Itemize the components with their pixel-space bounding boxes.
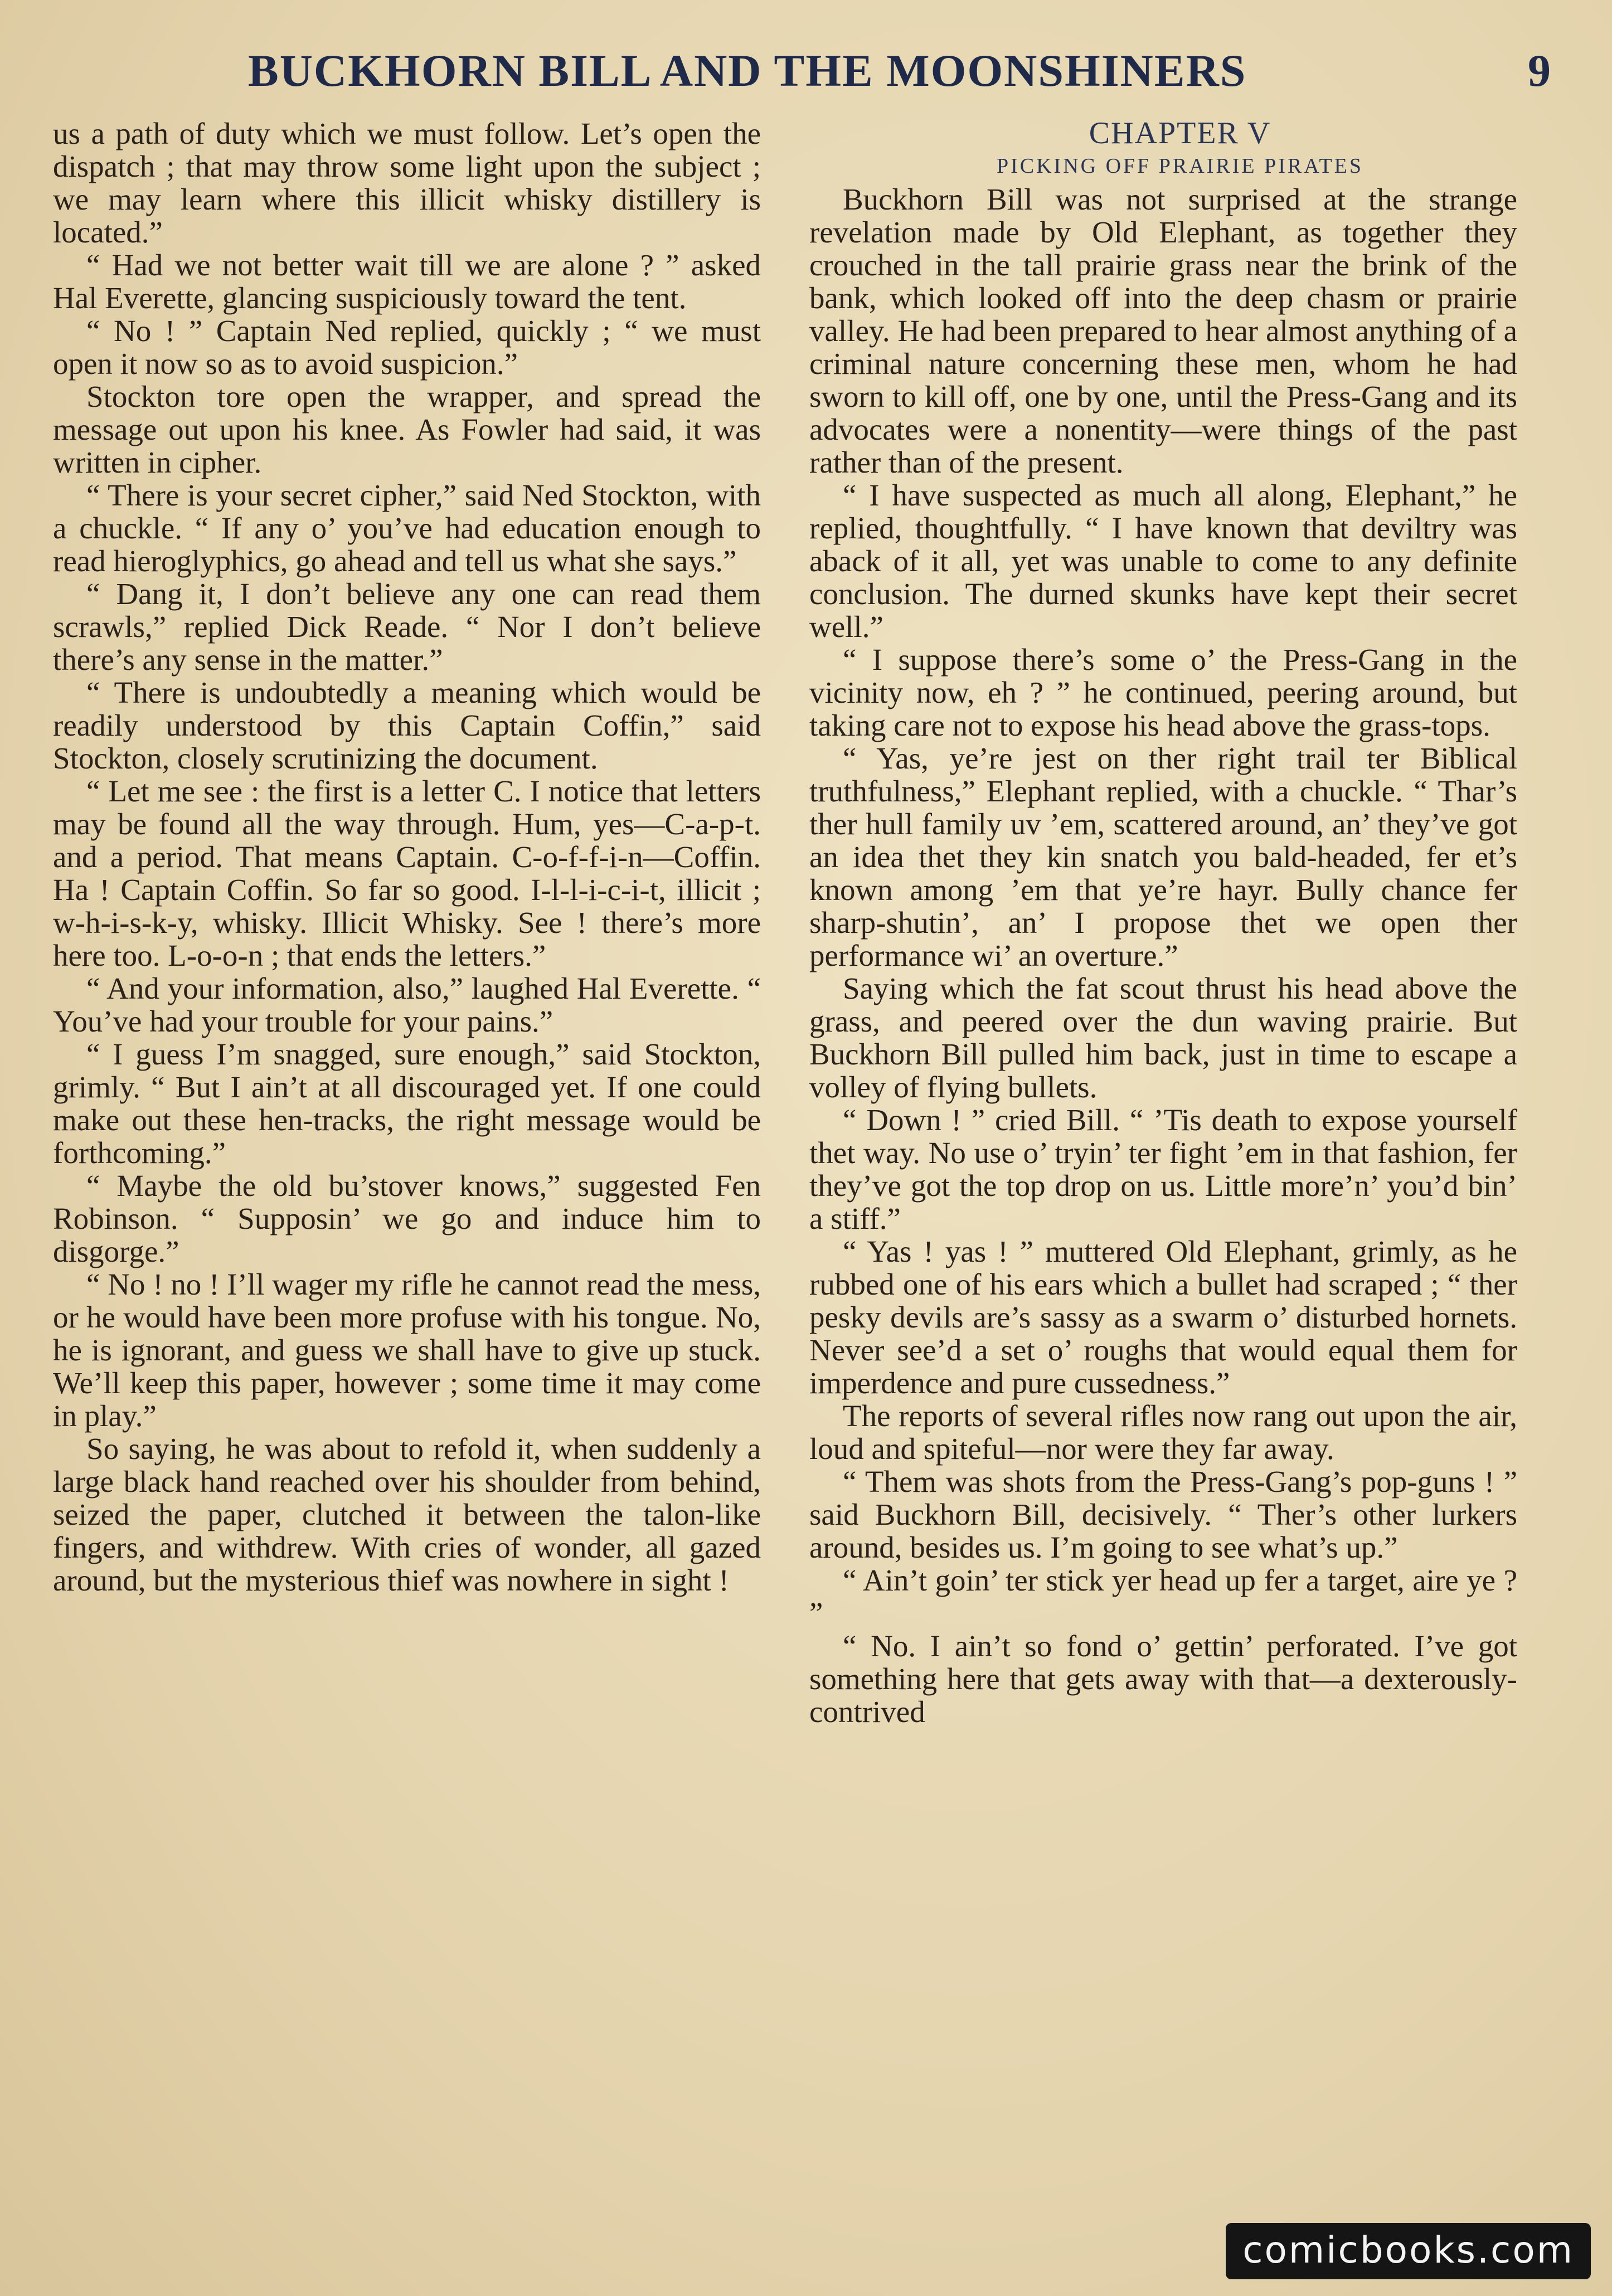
- paragraph: “ I suppose there’s some o’ the Press-Gang in the vicinity now, eh ? ” he continued, peering around, but taking care not to expose his head above the grass-tops.: [809, 643, 1517, 742]
- site-watermark: comicbooks.com: [1226, 2223, 1591, 2279]
- running-title: BUCKHORN BILL AND THE MOONSHINERS: [248, 45, 1247, 96]
- chapter-heading: CHAPTER V: [1089, 116, 1271, 150]
- paragraph: Saying which the fat scout thrust his head above the grass, and peered over the dun waving prairie. But Buckhorn Bill pulled him back, just in time to escape a volley of flying bullets.: [809, 971, 1517, 1104]
- paragraph: “ Down ! ” cried Bill. “ ’Tis death to expose yourself thet way. No use o’ tryin’ ter fight ’em in that fashion, fer they’ve got the top drop on us. Little more’n’ you’d bin’ a stiff.”: [809, 1103, 1517, 1235]
- paragraph: “ No. I ain’t so fond o’ gettin’ perforated. I’ve got something here that gets away with that—a dexterously-contrived: [809, 1629, 1517, 1729]
- paragraph: “ No ! ” Captain Ned replied, quickly ; “ we must open it now so as to avoid suspicion.”: [53, 314, 761, 381]
- paragraph: “ Them was shots from the Press-Gang’s pop-guns ! ” said Buckhorn Bill, decisively. “ Ther’s other lurkers around, besides us. I’m going to see what’s up.”: [809, 1465, 1517, 1564]
- paragraph: “ Had we not better wait till we are alone ? ” asked Hal Everette, glancing suspiciously toward the tent.: [53, 248, 761, 315]
- paragraph: “ And your information, also,” laughed Hal Everette. “ You’ve had your trouble for your pains.”: [53, 971, 761, 1038]
- paragraph: The reports of several rifles now rang out upon the air, loud and spiteful—nor were they far away.: [809, 1399, 1517, 1466]
- right-column: [809, 117, 1517, 1728]
- paragraph: “ Yas, ye’re jest on ther right trail ter Biblical truthfulness,” Elephant replied, with a chuckle. “ Thar’s ther hull family uv ’em, scattered around, an’ they’ve got an idea thet they kin snatch you bald-headed, fer et’s known among ’em that ye’re hayr. Bully chance fer sharp-shutin’, an’ I propose thet we open ther performance wi’ an overture.”: [809, 741, 1517, 972]
- paragraph: “ Let me see : the first is a letter C. I notice that letters may be found all the way through. Hum, yes—C-a-p-t. and a period. That means Captain. C-o-f-f-i-n—Coffin. Ha ! Captain Coffin. So far so good. I-l-l-i-c-i-t, illicit ; w-h-i-s-k-y, whisky. Illicit Whisky. See ! there’s more here too. L-o-o-n ; that ends the letters.”: [53, 774, 761, 972]
- running-header: [53, 45, 1551, 106]
- paragraph: So saying, he was about to refold it, when suddenly a large black hand reached over his shoulder from behind, seized the paper, clutched it between the talon-like fingers, and withdrew. With cries of wonder, all gazed around, but the mysterious thief was nowhere in sight !: [53, 1432, 761, 1597]
- paragraph: Stockton tore open the wrapper, and spread the message out upon his knee. As Fowler had said, it was written in cipher.: [53, 380, 761, 479]
- paragraph: Buckhorn Bill was not surprised at the strange revelation made by Old Elephant, as together they crouched in the tall prairie grass near the brink of the bank, which looked off into the deep chasm or prairie valley. He had been prepared to hear almost anything of a criminal nature concerning these men, whom he had sworn to kill off, one by one, until the Press-Gang and its advocates were a nonentity—were things of the past rather than of the present.: [809, 182, 1517, 479]
- left-column: [53, 117, 761, 1728]
- paragraph: “ I guess I’m snagged, sure enough,” said Stockton, grimly. “ But I ain’t at all discouraged yet. If one could make out these hen-tracks, the right message would be forthcoming.”: [53, 1037, 761, 1170]
- paragraph: “ There is undoubtedly a meaning which would be readily understood by this Captain Coffin,” said Stockton, closely scrutinizing the document.: [53, 675, 761, 775]
- paragraph: “ I have suspected as much all along, Elephant,” he replied, thoughtfully. “ I have known that deviltry was aback of it all, yet was unable to come to any definite conclusion. The durned skunks have kept their secret well.”: [809, 478, 1517, 644]
- text-columns: [53, 117, 1517, 1728]
- chapter-subtitle: PICKING OFF PRAIRIE PIRATES: [996, 154, 1364, 178]
- paragraph: “ Dang it, I don’t believe any one can read them scrawls,” replied Dick Reade. “ Nor I don’t believe there’s any sense in the matter.”: [53, 577, 761, 677]
- paragraph: “ No ! no ! I’ll wager my rifle he cannot read the mess, or he would have been more profuse with his tongue. No, he is ignorant, and guess we shall have to give up stuck. We’ll keep this paper, however ; some time it may come in play.”: [53, 1267, 761, 1433]
- paragraph: “ Yas ! yas ! ” muttered Old Elephant, grimly, as he rubbed one of his ears which a bullet had scraped ; “ ther pesky devils are’s sassy as a swarm o’ disturbed hornets. Never see’d a set o’ roughs that would equal them for imperdence and pure cussedness.”: [809, 1234, 1517, 1400]
- page-number: 9: [1528, 45, 1551, 96]
- paragraph: “ Maybe the old bu’stover knows,” suggested Fen Robinson. “ Supposin’ we go and induce him to disgorge.”: [53, 1169, 761, 1268]
- paragraph: “ Ain’t goin’ ter stick yer head up fer a target, aire ye ? ”: [809, 1563, 1517, 1630]
- paragraph: us a path of duty which we must follow. Let’s open the dispatch ; that may throw some light upon the subject ; we may learn where this illicit whisky distillery is located.”: [53, 116, 761, 249]
- paragraph: “ There is your secret cipher,” said Ned Stockton, with a chuckle. “ If any o’ you’ve had education enough to read hieroglyphics, go ahead and tell us what she says.”: [53, 478, 761, 578]
